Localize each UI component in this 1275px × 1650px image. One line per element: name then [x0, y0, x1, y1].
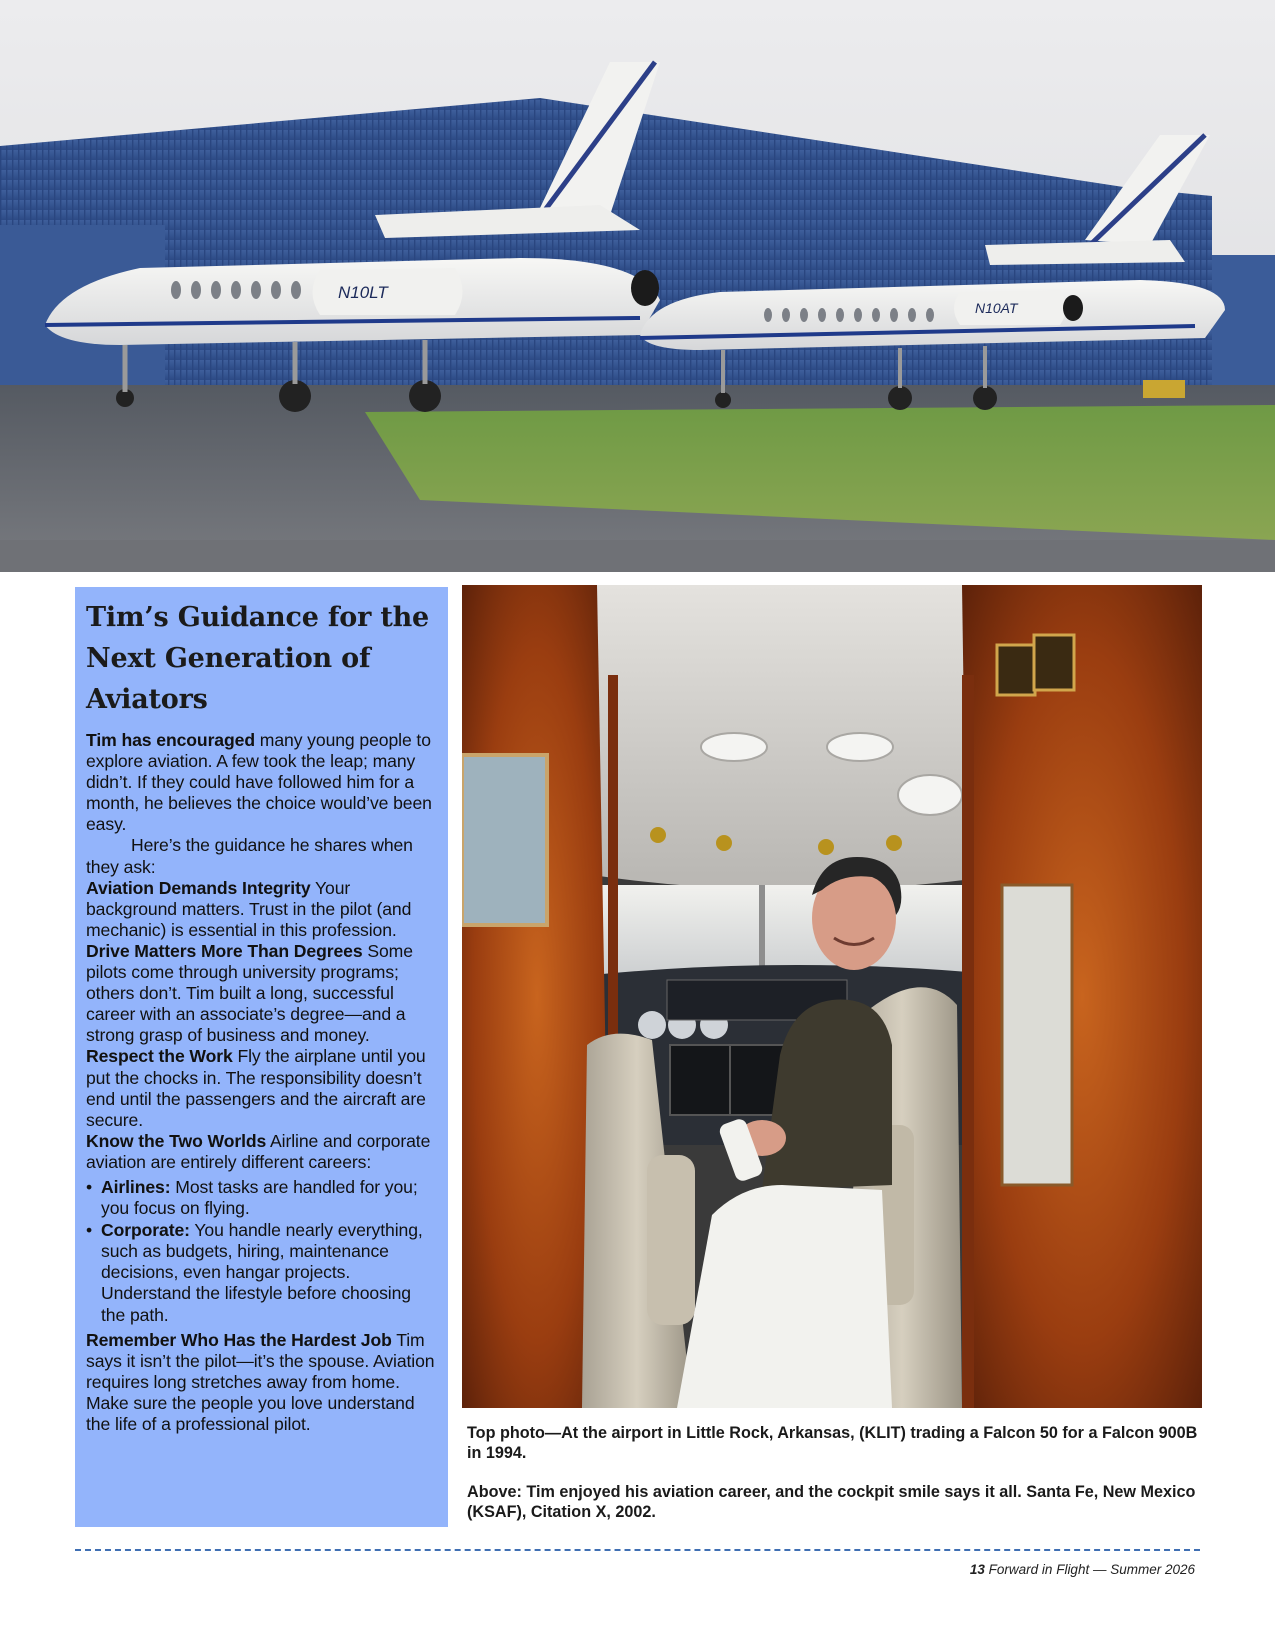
- section-respect: [86, 1046, 438, 1130]
- bullet-label: Airlines:: [101, 1176, 171, 1197]
- section-two-worlds: [86, 1131, 438, 1173]
- section-hardest-job: [86, 1330, 438, 1435]
- svg-text:N10LT: N10LT: [338, 283, 388, 302]
- top-photo-jets: [0, 0, 1275, 572]
- bullet-text: You handle nearly everything, such as budgets, hiring, maintenance decisions, even hangar projects. Understand the lifestyle before choosing the path.: [101, 1220, 423, 1325]
- section-text: Some pilots come through university programs; others don’t. Tim built a long, successful career with an associate’s degree—and a strong grasp of business and money.: [86, 940, 413, 1046]
- publication-name: Forward in Flight — Summer 2026: [984, 1562, 1195, 1577]
- intro-lead: Tim has encouraged: [86, 730, 255, 750]
- footer-divider: [75, 1549, 1200, 1551]
- sidebar-title: Tim’s Guidance for the Next Generation of Aviators: [86, 602, 430, 715]
- page-number: 13: [969, 1562, 985, 1577]
- jets-illustration: [0, 0, 1275, 572]
- section-text: Tim says it isn’t the pilot—it’s the spouse. Aviation requires long stretches away from home. Make sure the people you love understand the life of a professional pilot.: [86, 1329, 435, 1434]
- section-heading: Aviation Demands Integrity: [86, 877, 311, 898]
- list-item-airlines: [86, 1177, 438, 1219]
- section-heading: Know the Two Worlds: [86, 1130, 267, 1151]
- section-heading: Remember Who Has the Hardest Job: [86, 1329, 392, 1350]
- bullet-text: Most tasks are handled for you; you focus on flying.: [101, 1176, 418, 1219]
- cockpit-photo: [462, 585, 1202, 1408]
- section-heading: Respect the Work: [86, 1046, 233, 1067]
- section-text: Airline and corporate aviation are entirely different careers:: [86, 1130, 431, 1172]
- intro-text: many young people to explore aviation. A few took the leap; many didn’t. If they could have followed him for a month, he believes the choice would’ve been easy.: [86, 730, 432, 835]
- career-bullet-list: [86, 1177, 438, 1326]
- section-text: Your background matters. Trust in the pilot (and mechanic) is essential in this profession.: [86, 877, 412, 940]
- list-item-corporate: [86, 1220, 438, 1325]
- page-footer: [970, 1562, 1195, 1577]
- section-integrity: [86, 878, 438, 941]
- caption-cockpit-photo: Above: Tim enjoyed his aviation career, and the cockpit smile says it all. Santa Fe, New Mexico (KSAF), Citation X, 2002.: [467, 1483, 1196, 1521]
- sidebar-body: [86, 730, 438, 1435]
- intro-paragraph: [86, 730, 438, 835]
- bullet-label: Corporate:: [101, 1220, 190, 1241]
- guidance-sidebar: [75, 587, 448, 1527]
- caption-top-photo: Top photo—At the airport in Little Rock, Arkansas, (KLIT) trading a Falcon 50 for a Falcon 900B in 1994.: [467, 1424, 1198, 1462]
- section-heading: Drive Matters More Than Degrees: [86, 940, 363, 961]
- photo-captions: [467, 1424, 1202, 1542]
- svg-text:N10AT: N10AT: [975, 300, 1018, 316]
- section-drive: [86, 941, 438, 1046]
- section-text: Fly the airplane until you put the chocks in. The responsibility doesn’t end until the passengers and the aircraft are secure.: [86, 1046, 426, 1130]
- intro-paragraph-2: Here’s the guidance he shares when they ask:: [86, 835, 413, 877]
- cockpit-illustration: [462, 585, 1202, 1408]
